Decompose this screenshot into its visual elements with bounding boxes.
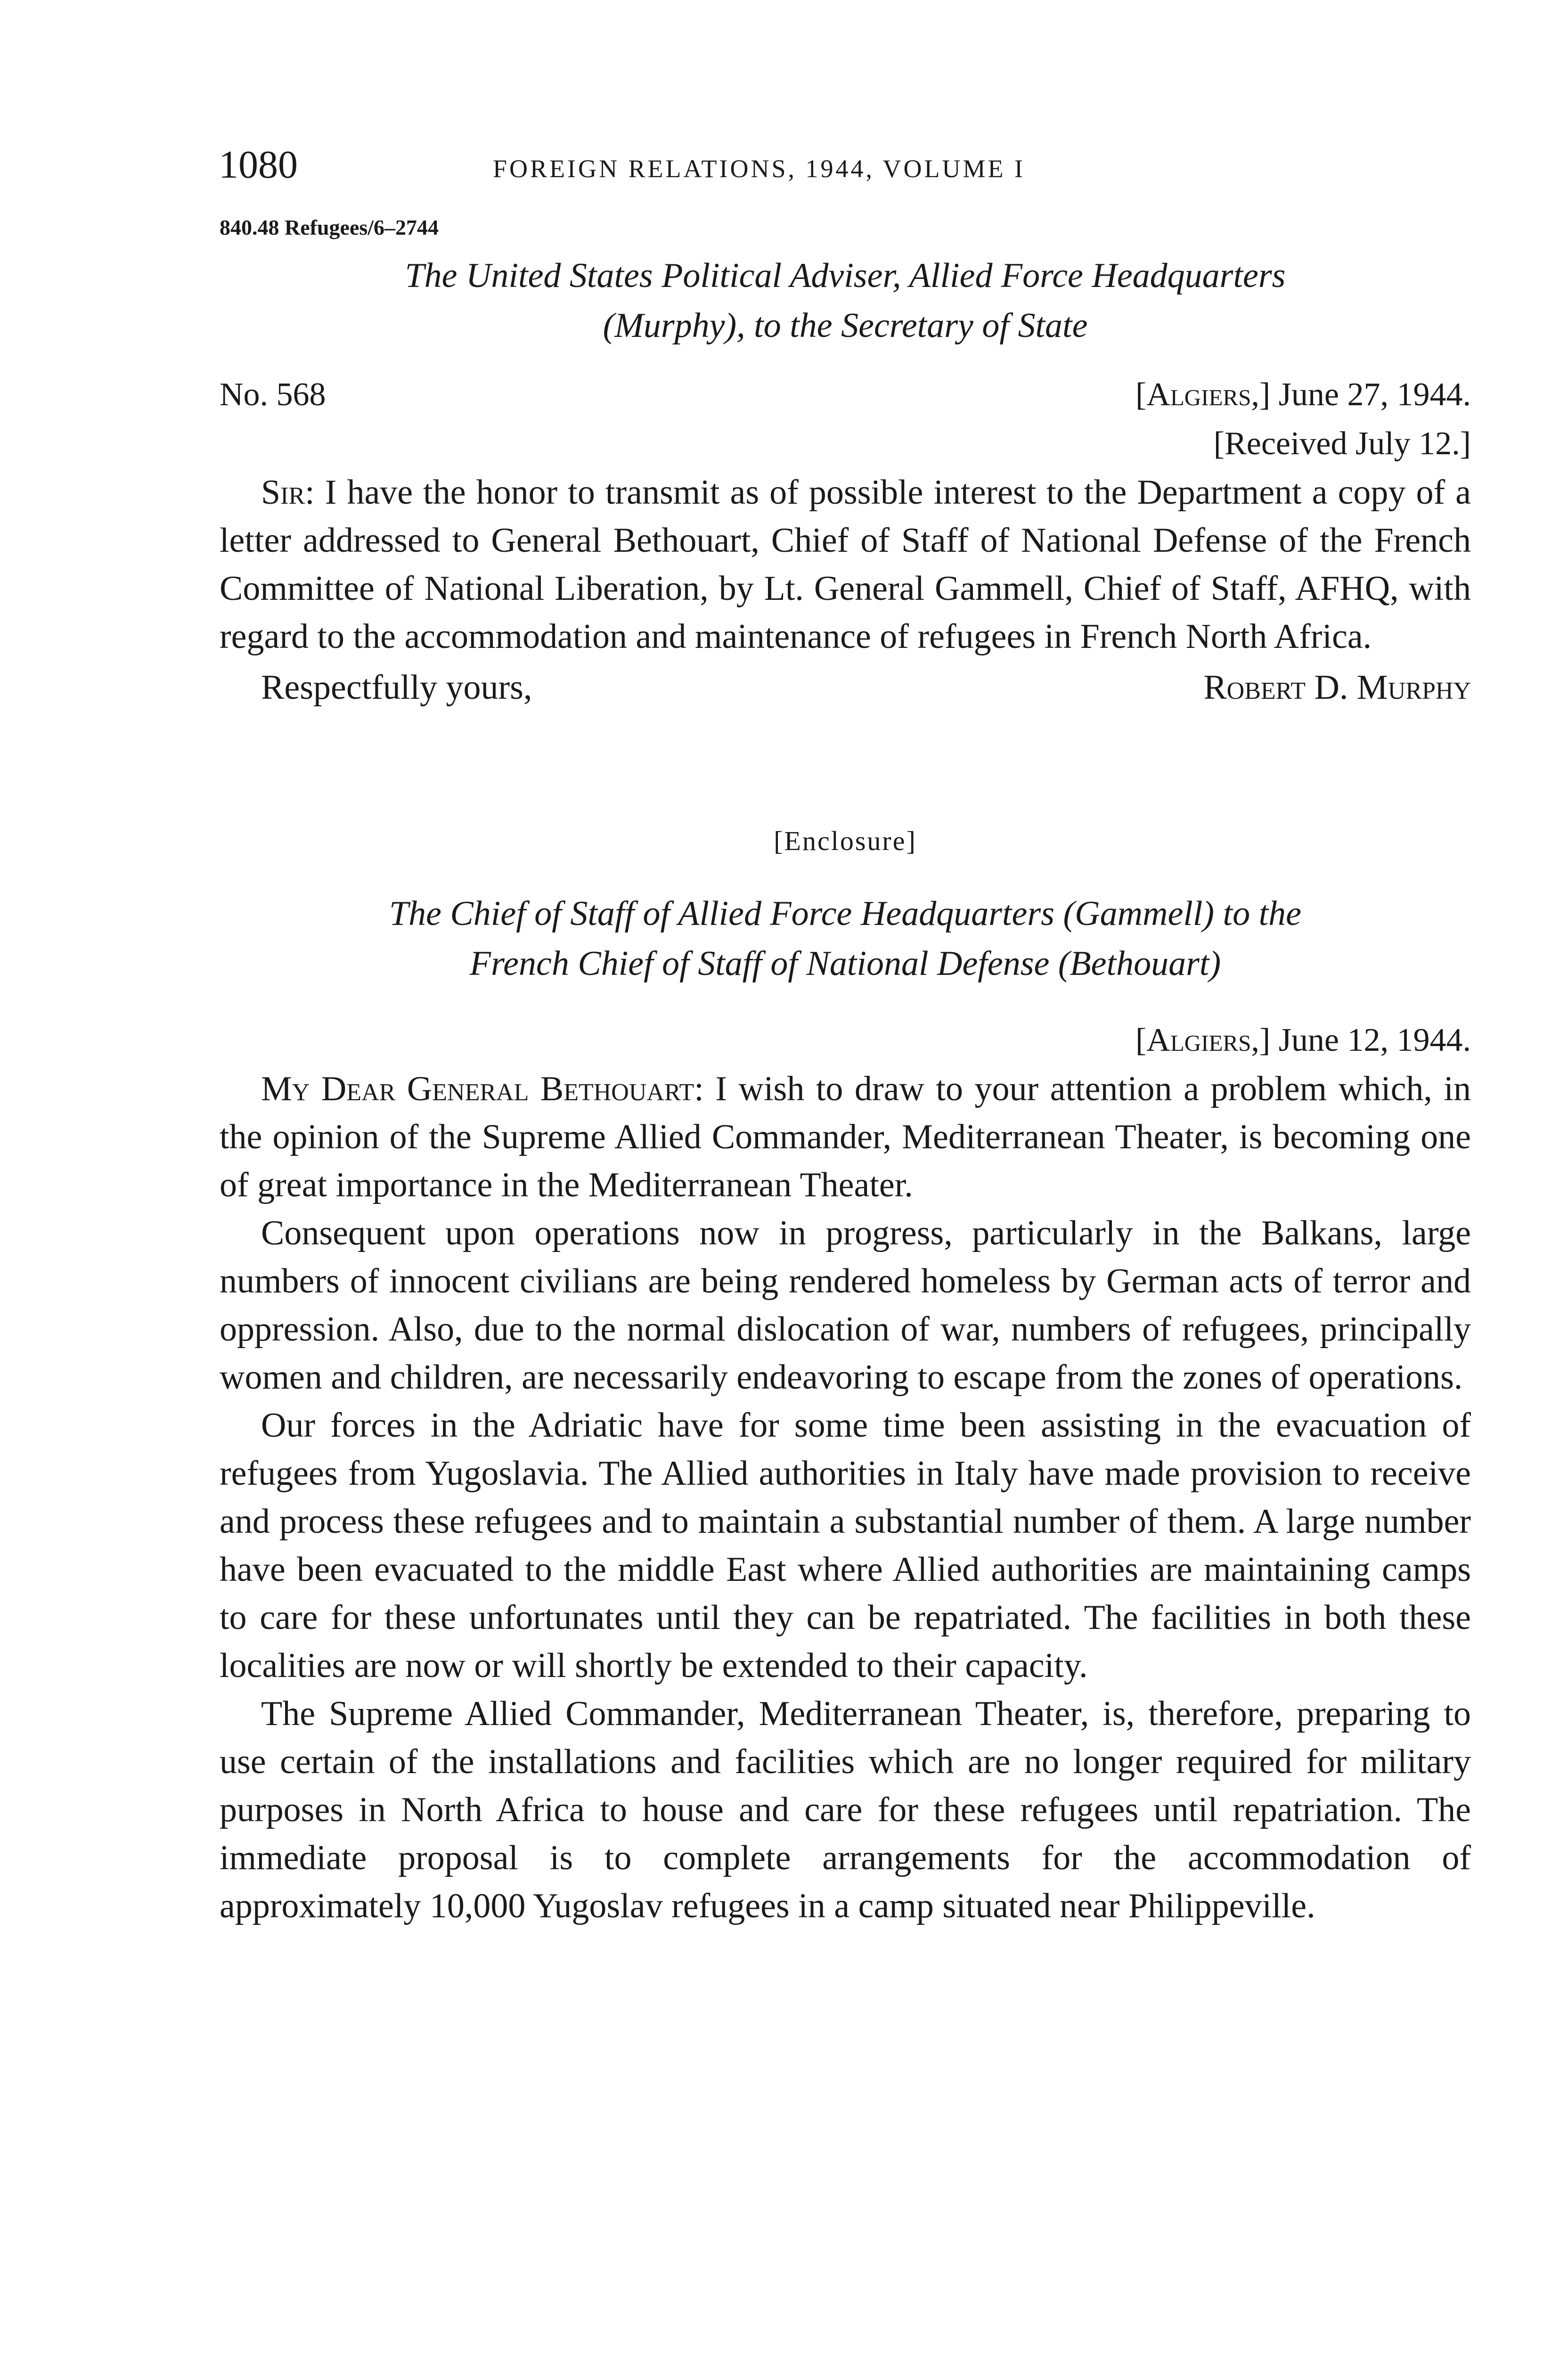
paragraph: Consequent upon operations now in progress, particularly in the Balkans, large numbers of innocent civilians are being rendered homeless by German acts of terror and oppression. Also, due to the normal dislocation of war, numbers of refugees, principally women and children, are necessarily endeavoring to escape from the zones of operations. xyxy=(220,1214,1471,1397)
enclosure-heading xyxy=(220,889,1471,989)
salutation: Sir xyxy=(261,473,305,512)
dateline-place: [Algiers,] xyxy=(1135,1022,1271,1058)
signature: Robert D. Murphy xyxy=(1203,668,1471,707)
running-title: FOREIGN RELATIONS, 1944, VOLUME I xyxy=(493,155,1025,183)
paragraph-text: : I wish to draw to your attention a problem which, in the opinion of the Supreme Allied Commander, Mediterranean Theater, is becoming one of great importance in the Mediterranean Theater. xyxy=(220,1070,1471,1204)
received-note: [Received July 12.] xyxy=(1213,425,1471,462)
document-page xyxy=(220,141,1471,1930)
file-reference: 840.48 Refugees/6–2744 xyxy=(220,215,439,239)
heading-line: French Chief of Staff of National Defense (Bethouart) xyxy=(469,944,1221,983)
enclosure-dateline xyxy=(220,1016,1471,1065)
document-heading xyxy=(220,251,1471,351)
dateline xyxy=(1135,370,1471,419)
heading-line: (Murphy), to the Secretary of State xyxy=(603,306,1088,345)
paragraph: The Supreme Allied Commander, Mediterranean Theater, is, therefore, preparing to use certain of the installations and facilities which are no longer required for military purposes in North Africa to house and care for these refugees until repatriation. The immediate proposal is to complete arrangements for the accommodation of approximately 10,000 Yugoslav refugees in a camp situated near Philippeville. xyxy=(220,1694,1471,1925)
salutation: My Dear General Bethouart xyxy=(261,1070,694,1108)
dateline-date: June 12, 1944. xyxy=(1278,1022,1471,1058)
letter-body xyxy=(220,468,1471,661)
dateline-date: June 27, 1944. xyxy=(1278,376,1471,413)
body-text: : I have the honor to transmit as of possible interest to the Department a copy of a letter addressed to General Bethouart, Chief of Staff of National Defense of the French Committee of National Liberation, by Lt. General Gammell, Chief of Staff, AFHQ, with regard to the accommodation and maintenance of refugees in French North Africa. xyxy=(220,473,1471,656)
heading-line: The Chief of Staff of Allied Force Headquarters (Gammell) to the xyxy=(389,894,1302,933)
dateline-place: [Algiers,] xyxy=(1135,376,1271,413)
paragraph xyxy=(220,1065,1471,1209)
enclosure-label: [Enclosure] xyxy=(774,826,917,856)
page-number: 1080 xyxy=(219,143,298,187)
paragraph: Our forces in the Adriatic have for some time been assisting in the evacuation of refugees from Yugoslavia. The Allied authorities in Italy have made provision to receive and process these refugees and to maintain a substantial number of them. A large number have been evacuated to the middle East where Allied authorities are maintaining camps to care for these unfortunates until they can be repatriated. The facilities in both these localities are now or will shortly be extended to their capacity. xyxy=(220,1406,1471,1685)
signoff xyxy=(220,663,1471,712)
heading-line: The United States Political Adviser, Allied Force Headquarters xyxy=(405,256,1286,295)
document-meta xyxy=(220,370,1471,419)
document-number: No. 568 xyxy=(220,376,326,413)
closing: Respectfully yours, xyxy=(261,668,532,707)
running-head xyxy=(220,141,1471,198)
